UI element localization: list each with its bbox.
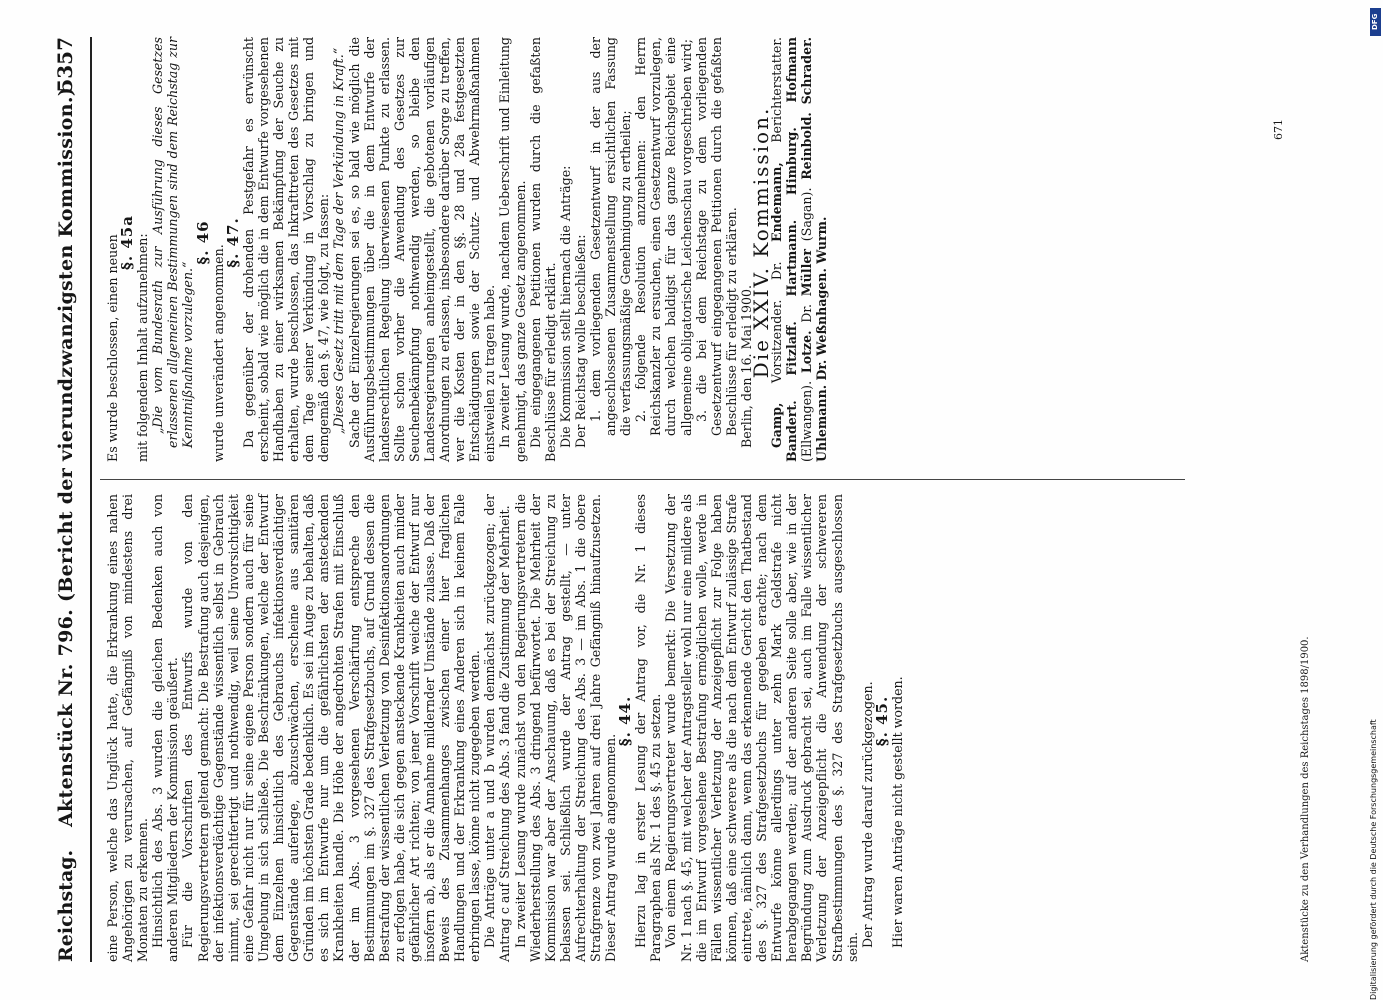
paragraph: wurde unverändert angenommen. bbox=[210, 244, 226, 462]
paragraph: eine Person, welche das Unglück hatte, die Erkrankung eines nahen Angehörigen zu verursachen, auf Gefängniß von mindestens drei Monaten zu erkennen. bbox=[105, 494, 151, 962]
date-line: Berlin, den 16. Mai 1900. bbox=[738, 284, 754, 448]
paragraph: Von einem Regierungsvertreter wurde bemerkt: Die Versetzung der Nr. 1 nach §. 45, mit welcher der Antragsteller wohl nur eine mildere als die im Entwurf vorgesehene Bestrafung ermöglichen wolle, werde in Fällen wissentlicher Verletzung der Anzeigepflicht zur Folge haben können, daß eine schwerere als die nach dem Entwurf zulässige Strafe eintrete, nämlich dann, wenn das erkennende Gericht den Thatbestand des §. 327 des Strafgesetzbuchs für gegeben erachte; nach dem Entwurfe könne allerdings unter zehn Mark Geldstrafe nicht herabgegangen werden; auf der anderen Seite solle aber, wie in der Begründung zum Ausdruck gebracht sei, auch im Falle wissentlicher Verletzung der Anzeigepflicht die Anwendung der schwereren Strafbestimmungen des §. 327 des Strafgesetzbuchs ausgeschlossen sein. bbox=[663, 494, 860, 962]
paragraph: Da gegenüber der drohenden Pestgefahr es erwünscht erscheint, sobald wie möglich die in dem Entwurfe vorgesehenen Handhaben zu einer wirksamen Bekämpfung der Seuche zu erhalten, wurde beschlossen, das Inkrafttreten des Gesetzes mit dem Tage seiner Verkündung in Vorschlag zu bringen und demgemäß den §. 47, wie folgt, zu fassen: bbox=[240, 37, 332, 462]
section-heading: §. 45. bbox=[872, 695, 891, 747]
left-column bbox=[105, 494, 905, 962]
section-heading: §. 44. bbox=[616, 695, 635, 747]
column-divider bbox=[100, 479, 1185, 480]
quotation: „Die vom Bundesrath zur Ausführung dieses Gesetzes erlassenen allgemeinen Bestimmungen sind dem Reichstag zur Kenntnißnahme vorzulegen.“ bbox=[150, 37, 196, 448]
header-rule bbox=[90, 37, 92, 962]
page-number: 5357 bbox=[53, 37, 77, 93]
member-role: Vorsitzender. bbox=[769, 299, 785, 384]
paragraph: Der Reichstag wolle beschließen: bbox=[572, 234, 588, 448]
member-name: Bandert. Fitzlaff. Hartmann. Himburg. Hofmann bbox=[784, 37, 800, 462]
sheet-number: 671 bbox=[1272, 119, 1285, 140]
paragraph: Sache der Einzelregierungen sei es, so bald wie möglich die Ausführungsbestimmungen über die in dem Entwurfe der landesrechtlichen Regelung überwiesenen Punkte zu erlassen. Sollte schon vorher die Anwendung des Gesetzes zur Seuchenbekämpfung nothwendig werden, so bleibe den Landesregierungen anheimgestellt, die gebotenen vorläufigen Anordnungen zu erlassen, insbesondere darüber Sorge zu treffen, wer die Kosten der in den §§. 28 und 28a festgesetzten Entschädigungen sowie der Schutz- und Abwehrmaßnahmen einstweilen zu tragen habe. bbox=[346, 37, 498, 462]
paragraph: In zweiter Lesung wurde, nachdem Ueberschrift und Einleitung genehmigt, das ganze Gesetz angenommen. bbox=[497, 37, 528, 462]
section-heading: §. 45a bbox=[118, 215, 137, 270]
paragraph: Hinsichtlich des Abs. 3 wurden die gleichen Bedenken auch von anderen Mitgliedern der Kommission geäußert. bbox=[150, 494, 181, 962]
section-heading: §. 47. bbox=[223, 217, 242, 268]
member-name: Endemann, bbox=[769, 162, 785, 242]
member-name: Müller bbox=[799, 248, 815, 297]
member-name: Schrader. Uhlemann. Dr. bbox=[799, 37, 830, 462]
paragraph: In zweiter Lesung wurde zunächst von den Regierungsvertretern die Wiederherstellung des Abs. 3 dringend befürwortet. Die Mehrheit der Kommission war aber der Anschauung, daß es bei der Streichung zu belassen sei. Schließlich wurde der Antrag gestellt, — unter Aufrechterhaltung der Streichung des Abs. 3 — im Abs. 1 die obere Strafgrenze von zwei Jahren auf drei Jahre Gefängniß hinaufzusetzen. Dieser Antrag wurde angenommen. bbox=[512, 494, 619, 962]
member-role: Berichterstatter. bbox=[769, 37, 785, 143]
section-heading: §. 46 bbox=[193, 220, 212, 265]
signatories bbox=[769, 37, 829, 462]
paragraph: Es wurde beschlossen, einen neuen bbox=[105, 234, 120, 462]
member-name: Lotze. bbox=[799, 330, 815, 374]
paragraph: Die Anträge unter a und b wurden demnächst zurückgezogen; der Antrag c auf Streichung des Abs. 3 fand die Zustimmung der Mehrheit. bbox=[482, 494, 513, 962]
paragraph: Die eingegangenen Petitionen wurden durch die gefaßten Beschlüsse für erledigt erklärt. bbox=[527, 37, 558, 462]
paragraph: Die Kommission stellt hiernach die Anträge: bbox=[557, 165, 573, 448]
page-footer: Aktenstücke zu den Verhandlungen des Reichstages 1898/1900. bbox=[1300, 636, 1311, 962]
quotation: „Dieses Gesetz tritt mit dem Tage der Verkündung in Kraft.“ bbox=[331, 47, 347, 434]
list-item: 3. die bei dem Reichstage zu dem vorliegenden Gesetzentwurf eingegangenen Petitionen durch die gefaßten Beschlüsse für erledigt zu erklären. bbox=[693, 37, 739, 436]
member-note: (Sagan). bbox=[799, 187, 815, 242]
paragraph: Der Antrag wurde darauf zurückgezogen. bbox=[859, 681, 875, 948]
dfg-logo: DFG bbox=[1370, 8, 1381, 36]
paragraph: Hierzu lag in erster Lesung der Antrag vor, die Nr. 1 dieses Paragraphen als Nr. 1 des §. 45 zu setzen. bbox=[633, 494, 664, 962]
member-name: Gamp, bbox=[769, 402, 785, 448]
page-header bbox=[55, 37, 89, 962]
header-left: Reichstag. bbox=[55, 849, 77, 962]
right-column bbox=[105, 37, 830, 462]
member-title: Dr. bbox=[799, 304, 815, 323]
commission-title: Die XXIV. Kommission. bbox=[749, 106, 774, 379]
member-title: Dr. bbox=[769, 261, 785, 281]
member-name: Reinbold. bbox=[799, 112, 815, 180]
paragraph: Hier waren Anträge nicht gestellt worden. bbox=[889, 676, 905, 948]
paragraph: mit folgendem Inhalt aufzunehmen: bbox=[135, 233, 151, 462]
list-item: 1. dem vorliegenden Gesetzentwurf in der aus der angeschlossenen Zusammenstellung ersichtlichen Fassung die verfassungsmäßige Genehmigung zu ertheilen; bbox=[588, 37, 634, 436]
paragraph: Für die Vorschriften des Entwurfs wurde von den Regierungsvertretern geltend gemacht: Die Bestrafung auch desjenigen, der infektionsverdächtige Gegenstände wissentlich selbst in Gebrauch nimmt, sei gerechtfertigt und nothwendig, weil seine Unvorsichtigkeit eine Gefahr nicht nur für seine eigene Person sondern auch für seine Umgebung in sich schließe. Die Beschränkungen, welche der Entwurf dem Einzelnen hinsichtlich des Gebrauchs infektionsverdächtiger Gegenstände auferlege, abzuschwächen, erscheine aus sanitären Gründen im höchsten Grade bedenklich. Es sei im Auge zu behalten, daß es sich im Entwurfe nur um die gefährlichsten der ansteckenden Krankheiten handle. Die Höhe der angedrohten Strafen mit Einschluß der im Abs. 3 vorgesehenen Verschärfung entspreche den Bestimmungen im §. 327 des Strafgesetzbuchs, auf Grund dessen die Bestrafung der wissentlichen Verletzung von Desinfektionsanordnungen zu erfolgen habe, die sich gegen ansteckende Krankheiten auch minder gefährlicher Art richten; von jener Vorschrift weiche der Entwurf nur insofern ab, als er die Annahme mildernder Umstände zulasse. Daß der Beweis des Zusammenhanges zwischen einer hier fraglichen Handlungen und der Erkrankung eines Anderen sich in keinem Falle erbringen lasse, könne nicht zugegeben werden. bbox=[180, 494, 483, 962]
member-name: Weßnhagen. Wurm. bbox=[814, 216, 830, 356]
funding-notice: Digitalisierung gefördert durch die Deutsche Forschungsgemeinschaft bbox=[1369, 719, 1378, 1000]
member-note: (Ellwangen). bbox=[799, 380, 815, 462]
header-title: Aktenstück Nr. 796. (Bericht der vierundzwanzigsten Kommission.) bbox=[55, 86, 77, 827]
list-item: 2. folgende Resolution anzunehmen: den Herrn Reichskanzler zu ersuchen, einen Gesetzentwurf vorzulegen, durch welchen baldigst für das ganze Reichsgebiet eine allgemeine obligatorische Leichenschau vorgeschrieben wird; bbox=[633, 37, 694, 436]
